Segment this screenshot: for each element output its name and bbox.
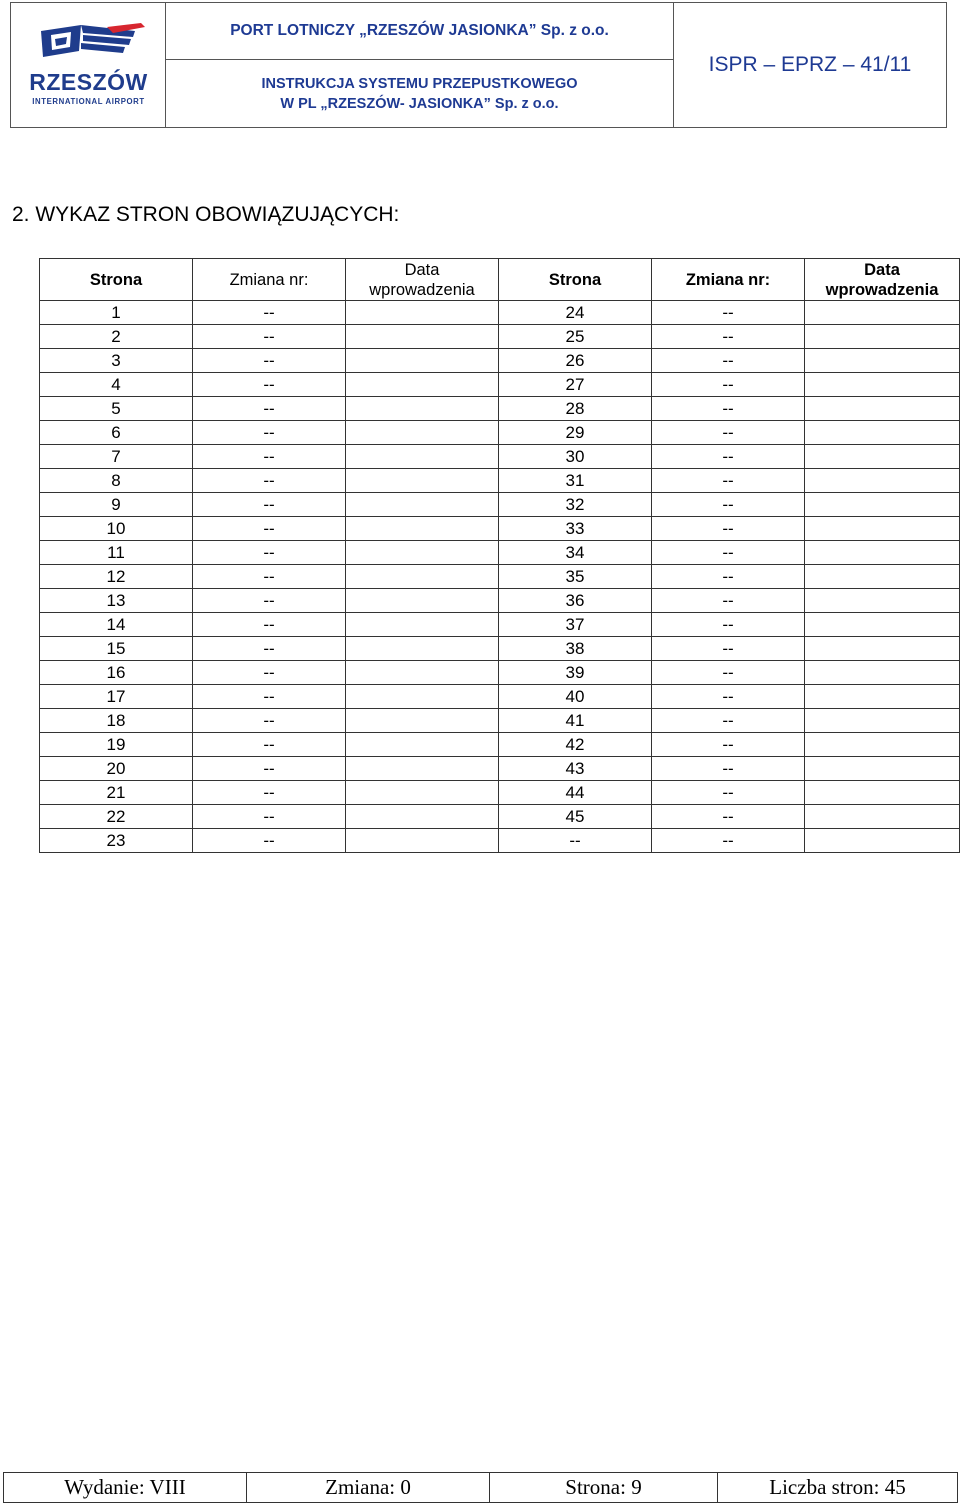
cell-page-2: 34 bbox=[499, 541, 652, 565]
table-row bbox=[40, 709, 960, 733]
cell-page-2: 43 bbox=[499, 757, 652, 781]
cell-change-2: -- bbox=[652, 661, 805, 685]
cell-date bbox=[346, 541, 499, 565]
table-row bbox=[40, 565, 960, 589]
table-row bbox=[40, 829, 960, 853]
cell-change: -- bbox=[193, 325, 346, 349]
cell-date-2 bbox=[805, 733, 960, 757]
col-header-date-line1: Data bbox=[404, 260, 440, 279]
cell-date-2 bbox=[805, 757, 960, 781]
cell-date bbox=[346, 469, 499, 493]
cell-date-2 bbox=[805, 421, 960, 445]
instruction-title bbox=[166, 60, 673, 127]
cell-page: 21 bbox=[40, 781, 193, 805]
cell-date bbox=[346, 301, 499, 325]
cell-page: 1 bbox=[40, 301, 193, 325]
cell-page: 14 bbox=[40, 613, 193, 637]
cell-date bbox=[346, 685, 499, 709]
cell-date-2 bbox=[805, 397, 960, 421]
cell-date-2 bbox=[805, 829, 960, 853]
cell-page: 8 bbox=[40, 469, 193, 493]
cell-date bbox=[346, 493, 499, 517]
cell-page: 13 bbox=[40, 589, 193, 613]
cell-date bbox=[346, 637, 499, 661]
cell-date bbox=[346, 397, 499, 421]
footer-page-count: Liczba stron: 45 bbox=[718, 1473, 958, 1503]
cell-page-2: 25 bbox=[499, 325, 652, 349]
cell-change-2: -- bbox=[652, 565, 805, 589]
table-row bbox=[40, 781, 960, 805]
cell-page-2: 32 bbox=[499, 493, 652, 517]
cell-change: -- bbox=[193, 397, 346, 421]
col-header-date-2-line2: wprowadzenia bbox=[825, 280, 939, 299]
cell-page-2: 24 bbox=[499, 301, 652, 325]
cell-change-2: -- bbox=[652, 541, 805, 565]
cell-change: -- bbox=[193, 733, 346, 757]
table-row bbox=[40, 589, 960, 613]
cell-change-2: -- bbox=[652, 781, 805, 805]
cell-date bbox=[346, 805, 499, 829]
cell-date-2 bbox=[805, 805, 960, 829]
footer-edition: Wydanie: VIII bbox=[4, 1473, 247, 1503]
cell-change: -- bbox=[193, 301, 346, 325]
cell-date bbox=[346, 589, 499, 613]
cell-page-2: 44 bbox=[499, 781, 652, 805]
col-header-page: Strona bbox=[40, 259, 193, 301]
table-row bbox=[40, 349, 960, 373]
cell-change-2: -- bbox=[652, 589, 805, 613]
cell-page: 11 bbox=[40, 541, 193, 565]
cell-change: -- bbox=[193, 757, 346, 781]
cell-date-2 bbox=[805, 613, 960, 637]
footer-page: Strona: 9 bbox=[490, 1473, 718, 1503]
cell-date bbox=[346, 517, 499, 541]
cell-change-2: -- bbox=[652, 709, 805, 733]
cell-page-2: 42 bbox=[499, 733, 652, 757]
table-row bbox=[40, 493, 960, 517]
col-header-date-line2: wprowadzenia bbox=[369, 280, 475, 299]
cell-page-2: 41 bbox=[499, 709, 652, 733]
table-row bbox=[40, 373, 960, 397]
table-row bbox=[40, 469, 960, 493]
footer-row bbox=[4, 1473, 958, 1503]
company-name: PORT LOTNICZY „RZESZÓW JASIONKA” Sp. z o.o. bbox=[166, 3, 673, 60]
cell-date bbox=[346, 661, 499, 685]
cell-change-2: -- bbox=[652, 445, 805, 469]
cell-date-2 bbox=[805, 445, 960, 469]
cell-change: -- bbox=[193, 685, 346, 709]
cell-date bbox=[346, 757, 499, 781]
table-row bbox=[40, 613, 960, 637]
airport-logo-icon bbox=[37, 21, 147, 69]
logo-wordmark: RZESZÓW bbox=[29, 69, 148, 95]
cell-page: 5 bbox=[40, 397, 193, 421]
footer-change: Zmiana: 0 bbox=[247, 1473, 490, 1503]
cell-change-2: -- bbox=[652, 685, 805, 709]
cell-date bbox=[346, 613, 499, 637]
cell-page-2: 35 bbox=[499, 565, 652, 589]
cell-change-2: -- bbox=[652, 301, 805, 325]
cell-page: 10 bbox=[40, 517, 193, 541]
cell-page: 17 bbox=[40, 685, 193, 709]
cell-page-2: 40 bbox=[499, 685, 652, 709]
cell-change: -- bbox=[193, 805, 346, 829]
cell-change: -- bbox=[193, 565, 346, 589]
cell-change-2: -- bbox=[652, 421, 805, 445]
table-row bbox=[40, 517, 960, 541]
cell-page: 20 bbox=[40, 757, 193, 781]
table-row bbox=[40, 661, 960, 685]
cell-page-2: 26 bbox=[499, 349, 652, 373]
cell-date-2 bbox=[805, 541, 960, 565]
cell-change: -- bbox=[193, 517, 346, 541]
cell-change: -- bbox=[193, 661, 346, 685]
cell-page: 15 bbox=[40, 637, 193, 661]
cell-date-2 bbox=[805, 661, 960, 685]
cell-date-2 bbox=[805, 349, 960, 373]
instruction-title-line1: INSTRUKCJA SYSTEMU PRZEPUSTKOWEGO bbox=[261, 75, 578, 92]
cell-date bbox=[346, 421, 499, 445]
cell-date-2 bbox=[805, 373, 960, 397]
section-title: 2. WYKAZ STRON OBOWIĄZUJĄCYCH: bbox=[12, 203, 400, 226]
cell-date-2 bbox=[805, 589, 960, 613]
cell-date-2 bbox=[805, 517, 960, 541]
table-row bbox=[40, 301, 960, 325]
table-row bbox=[40, 757, 960, 781]
cell-change: -- bbox=[193, 541, 346, 565]
cell-page: 2 bbox=[40, 325, 193, 349]
cell-change: -- bbox=[193, 445, 346, 469]
cell-change: -- bbox=[193, 589, 346, 613]
cell-change: -- bbox=[193, 469, 346, 493]
table-row bbox=[40, 325, 960, 349]
cell-date bbox=[346, 349, 499, 373]
cell-date bbox=[346, 325, 499, 349]
cell-change-2: -- bbox=[652, 373, 805, 397]
cell-change-2: -- bbox=[652, 493, 805, 517]
cell-page: 12 bbox=[40, 565, 193, 589]
cell-page-2: 31 bbox=[499, 469, 652, 493]
cell-change-2: -- bbox=[652, 637, 805, 661]
cell-page-2: 29 bbox=[499, 421, 652, 445]
valid-pages-table bbox=[39, 258, 960, 853]
cell-page-2: 27 bbox=[499, 373, 652, 397]
cell-page: 16 bbox=[40, 661, 193, 685]
cell-date-2 bbox=[805, 637, 960, 661]
cell-date-2 bbox=[805, 301, 960, 325]
cell-page-2: 36 bbox=[499, 589, 652, 613]
table-row bbox=[40, 541, 960, 565]
cell-change: -- bbox=[193, 781, 346, 805]
cell-change-2: -- bbox=[652, 517, 805, 541]
cell-page-2: 45 bbox=[499, 805, 652, 829]
cell-date bbox=[346, 445, 499, 469]
cell-change-2: -- bbox=[652, 829, 805, 853]
table-row bbox=[40, 733, 960, 757]
cell-date bbox=[346, 733, 499, 757]
table-row bbox=[40, 637, 960, 661]
cell-date bbox=[346, 709, 499, 733]
cell-date-2 bbox=[805, 493, 960, 517]
table-row bbox=[40, 685, 960, 709]
cell-change-2: -- bbox=[652, 613, 805, 637]
col-header-date-2 bbox=[805, 259, 960, 301]
cell-page-2: 38 bbox=[499, 637, 652, 661]
cell-date-2 bbox=[805, 325, 960, 349]
cell-page: 23 bbox=[40, 829, 193, 853]
col-header-date bbox=[346, 259, 499, 301]
cell-date-2 bbox=[805, 565, 960, 589]
cell-page-2: 33 bbox=[499, 517, 652, 541]
cell-date bbox=[346, 373, 499, 397]
cell-date-2 bbox=[805, 709, 960, 733]
col-header-date-2-line1: Data bbox=[864, 260, 900, 279]
cell-page: 4 bbox=[40, 373, 193, 397]
cell-date bbox=[346, 565, 499, 589]
table-body bbox=[40, 301, 960, 853]
cell-change: -- bbox=[193, 829, 346, 853]
table-header-row bbox=[40, 259, 960, 301]
cell-change-2: -- bbox=[652, 733, 805, 757]
table-row bbox=[40, 445, 960, 469]
cell-change: -- bbox=[193, 637, 346, 661]
col-header-page-2: Strona bbox=[499, 259, 652, 301]
cell-change-2: -- bbox=[652, 469, 805, 493]
table-row bbox=[40, 805, 960, 829]
cell-change-2: -- bbox=[652, 397, 805, 421]
cell-date bbox=[346, 829, 499, 853]
cell-page: 9 bbox=[40, 493, 193, 517]
document-footer bbox=[3, 1472, 958, 1503]
cell-page-2: 39 bbox=[499, 661, 652, 685]
cell-page: 19 bbox=[40, 733, 193, 757]
table-row bbox=[40, 397, 960, 421]
cell-change: -- bbox=[193, 421, 346, 445]
cell-change-2: -- bbox=[652, 325, 805, 349]
document-code: ISPR – EPRZ – 41/11 bbox=[708, 53, 912, 76]
cell-page-2: 30 bbox=[499, 445, 652, 469]
cell-date bbox=[346, 781, 499, 805]
header-center bbox=[166, 3, 674, 127]
cell-change-2: -- bbox=[652, 349, 805, 373]
cell-date-2 bbox=[805, 469, 960, 493]
cell-change: -- bbox=[193, 709, 346, 733]
instruction-title-line2: W PL „RZESZÓW- JASIONKA” Sp. z o.o. bbox=[280, 95, 559, 112]
cell-page-2: 37 bbox=[499, 613, 652, 637]
cell-page: 18 bbox=[40, 709, 193, 733]
cell-page-2: 28 bbox=[499, 397, 652, 421]
cell-change-2: -- bbox=[652, 757, 805, 781]
airport-logo bbox=[11, 3, 166, 127]
cell-date-2 bbox=[805, 685, 960, 709]
cell-change-2: -- bbox=[652, 805, 805, 829]
cell-page: 22 bbox=[40, 805, 193, 829]
cell-page: 7 bbox=[40, 445, 193, 469]
table-row bbox=[40, 421, 960, 445]
cell-page-2: -- bbox=[499, 829, 652, 853]
col-header-change-2: Zmiana nr: bbox=[652, 259, 805, 301]
col-header-change: Zmiana nr: bbox=[193, 259, 346, 301]
cell-date-2 bbox=[805, 781, 960, 805]
document-header bbox=[10, 2, 947, 128]
cell-page: 3 bbox=[40, 349, 193, 373]
cell-page: 6 bbox=[40, 421, 193, 445]
cell-change: -- bbox=[193, 613, 346, 637]
cell-change: -- bbox=[193, 349, 346, 373]
logo-subtitle: INTERNATIONAL AIRPORT bbox=[32, 97, 145, 106]
cell-change: -- bbox=[193, 493, 346, 517]
cell-change: -- bbox=[193, 373, 346, 397]
